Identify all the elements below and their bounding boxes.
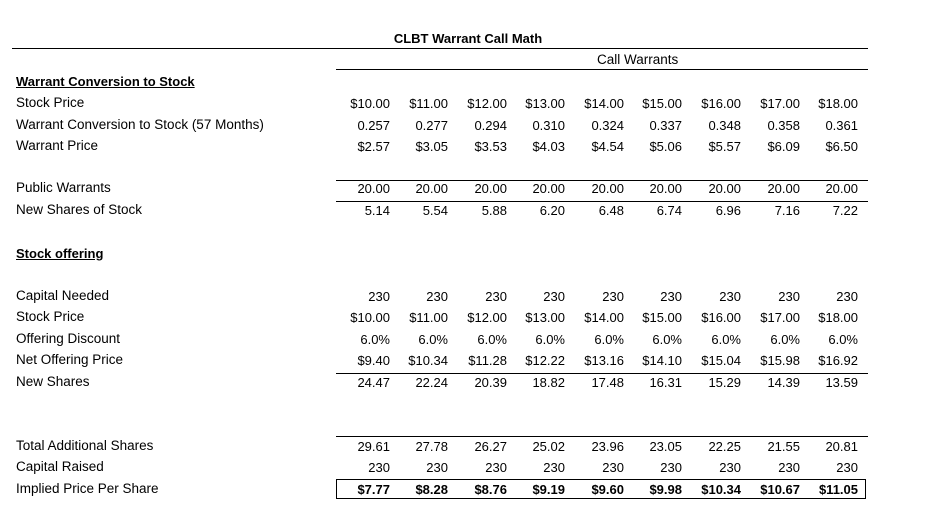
row-label-offering-discount: Offering Discount: [16, 331, 121, 346]
cell-stock-price-2-5: $14.00: [584, 309, 624, 325]
cell-stock-price-1-3: $12.00: [467, 95, 507, 111]
cell-capital-raised-3: 230: [485, 459, 507, 475]
row-label-warrant-price: Warrant Price: [16, 138, 99, 153]
cell-capital-raised-1: 230: [368, 459, 390, 475]
cell-stock-price-1-7: $16.00: [701, 95, 741, 111]
cell-offering-discount-2: 6.0%: [418, 331, 448, 347]
cell-public-warrants-5: 20.00: [591, 180, 624, 196]
cell-capital-needed-9: 230: [836, 288, 858, 304]
cell-new-shares-of-stock-9: 7.22: [832, 202, 858, 218]
cell-public-warrants-2: 20.00: [415, 180, 448, 196]
row-label-implied-price-per-share: Implied Price Per Share: [16, 481, 159, 496]
cell-net-offering-price-2: $10.34: [408, 352, 448, 368]
cell-new-shares-of-stock-8: 7.16: [774, 202, 800, 218]
cell-capital-needed-5: 230: [602, 288, 624, 304]
cell-stock-price-2-1: $10.00: [350, 309, 390, 325]
cell-stock-price-1-9: $18.00: [818, 95, 858, 111]
cell-warrant-price-1: $2.57: [357, 138, 390, 154]
cell-offering-discount-1: 6.0%: [360, 331, 390, 347]
cell-stock-price-2-7: $16.00: [701, 309, 741, 325]
divider-new-shares-of-stock: [336, 201, 868, 202]
cell-new-shares-7: 15.29: [708, 374, 741, 390]
cell-net-offering-price-5: $13.16: [584, 352, 624, 368]
cell-stock-price-1-1: $10.00: [350, 95, 390, 111]
cell-stock-price-1-4: $13.00: [525, 95, 565, 111]
cell-offering-discount-9: 6.0%: [828, 331, 858, 347]
cell-new-shares-of-stock-3: 5.88: [481, 202, 507, 218]
row-label-new-shares: New Shares: [16, 374, 90, 389]
cell-implied-price-per-share-8: $10.67: [760, 481, 800, 497]
cell-capital-needed-1: 230: [368, 288, 390, 304]
cell-warrant-price-6: $5.06: [649, 138, 682, 154]
cell-capital-raised-2: 230: [426, 459, 448, 475]
cell-total-additional-shares-6: 23.05: [649, 438, 682, 454]
cell-implied-price-per-share-7: $10.34: [701, 481, 741, 497]
cell-net-offering-price-8: $15.98: [760, 352, 800, 368]
cell-net-offering-price-9: $16.92: [818, 352, 858, 368]
cell-total-additional-shares-4: 25.02: [532, 438, 565, 454]
cell-stock-price-2-2: $11.00: [409, 309, 448, 325]
cell-public-warrants-8: 20.00: [767, 180, 800, 196]
cell-offering-discount-4: 6.0%: [535, 331, 565, 347]
row-label-stock-price-1: Stock Price: [16, 95, 85, 110]
cell-new-shares-8: 14.39: [767, 374, 800, 390]
cell-capital-needed-7: 230: [719, 288, 741, 304]
cell-implied-price-per-share-6: $9.98: [649, 481, 682, 497]
table-title: CLBT Warrant Call Math: [393, 31, 543, 46]
cell-offering-discount-5: 6.0%: [594, 331, 624, 347]
cell-implied-price-per-share-9: $11.05: [818, 481, 858, 497]
cell-capital-raised-7: 230: [719, 459, 741, 475]
cell-warrant-conversion-6: 0.337: [649, 117, 682, 133]
cell-new-shares-of-stock-5: 6.48: [598, 202, 624, 218]
cell-offering-discount-6: 6.0%: [652, 331, 682, 347]
cell-total-additional-shares-1: 29.61: [357, 438, 390, 454]
cell-net-offering-price-7: $15.04: [701, 352, 741, 368]
cell-warrant-price-7: $5.57: [708, 138, 741, 154]
cell-warrant-price-8: $6.09: [767, 138, 800, 154]
cell-new-shares-6: 16.31: [649, 374, 682, 390]
cell-warrant-conversion-5: 0.324: [591, 117, 624, 133]
cell-warrant-conversion-7: 0.348: [708, 117, 741, 133]
cell-total-additional-shares-3: 26.27: [474, 438, 507, 454]
cell-warrant-price-3: $3.53: [474, 138, 507, 154]
cell-stock-price-1-6: $15.00: [642, 95, 682, 111]
cell-public-warrants-7: 20.00: [708, 180, 741, 196]
cell-warrant-price-2: $3.05: [415, 138, 448, 154]
implied-price-box: [336, 479, 866, 499]
cell-stock-price-2-3: $12.00: [467, 309, 507, 325]
cell-warrant-price-4: $4.03: [532, 138, 565, 154]
row-label-capital-needed: Capital Needed: [16, 288, 110, 303]
cell-stock-price-2-8: $17.00: [760, 309, 800, 325]
cell-implied-price-per-share-2: $8.28: [415, 481, 448, 497]
cell-implied-price-per-share-1: $7.77: [357, 481, 390, 497]
divider-public-warrants: [336, 180, 868, 181]
cell-new-shares-1: 24.47: [357, 374, 390, 390]
cell-total-additional-shares-9: 20.81: [825, 438, 858, 454]
cell-stock-price-2-6: $15.00: [642, 309, 682, 325]
cell-stock-price-2-9: $18.00: [818, 309, 858, 325]
row-label-warrant-conversion: Warrant Conversion to Stock (57 Months): [16, 117, 264, 132]
cell-capital-needed-2: 230: [426, 288, 448, 304]
cell-capital-needed-8: 230: [778, 288, 800, 304]
cell-warrant-conversion-3: 0.294: [474, 117, 507, 133]
cell-implied-price-per-share-3: $8.76: [474, 481, 507, 497]
header-underline: [336, 69, 868, 70]
cell-net-offering-price-6: $14.10: [642, 352, 682, 368]
cell-public-warrants-1: 20.00: [357, 180, 390, 196]
cell-warrant-conversion-1: 0.257: [357, 117, 390, 133]
cell-capital-needed-6: 230: [660, 288, 682, 304]
cell-capital-raised-4: 230: [543, 459, 565, 475]
cell-public-warrants-6: 20.00: [649, 180, 682, 196]
cell-warrant-conversion-2: 0.277: [415, 117, 448, 133]
cell-new-shares-of-stock-6: 6.74: [656, 202, 682, 218]
cell-total-additional-shares-7: 22.25: [708, 438, 741, 454]
cell-implied-price-per-share-4: $9.19: [532, 481, 565, 497]
section-stock-offering: Stock offering: [16, 246, 104, 261]
cell-new-shares-of-stock-4: 6.20: [539, 202, 565, 218]
cell-capital-needed-3: 230: [485, 288, 507, 304]
cell-warrant-conversion-4: 0.310: [532, 117, 565, 133]
cell-new-shares-of-stock-2: 5.54: [422, 202, 448, 218]
cell-net-offering-price-4: $12.22: [525, 352, 565, 368]
section-warrant-conversion: Warrant Conversion to Stock: [16, 74, 195, 89]
divider-totals: [336, 436, 868, 437]
cell-public-warrants-9: 20.00: [825, 180, 858, 196]
cell-stock-price-1-8: $17.00: [760, 95, 800, 111]
cell-capital-raised-8: 230: [778, 459, 800, 475]
cell-warrant-price-9: $6.50: [825, 138, 858, 154]
cell-stock-price-1-5: $14.00: [584, 95, 624, 111]
cell-new-shares-of-stock-7: 6.96: [715, 202, 741, 218]
cell-warrant-price-5: $4.54: [591, 138, 624, 154]
row-label-net-offering-price: Net Offering Price: [16, 352, 124, 367]
cell-capital-raised-6: 230: [660, 459, 682, 475]
cell-new-shares-2: 22.24: [415, 374, 448, 390]
cell-offering-discount-3: 6.0%: [477, 331, 507, 347]
cell-new-shares-5: 17.48: [591, 374, 624, 390]
row-label-new-shares-of-stock: New Shares of Stock: [16, 202, 143, 217]
cell-stock-price-1-2: $11.00: [409, 95, 448, 111]
cell-offering-discount-8: 6.0%: [770, 331, 800, 347]
cell-new-shares-9: 13.59: [825, 374, 858, 390]
cell-implied-price-per-share-5: $9.60: [591, 481, 624, 497]
cell-capital-needed-4: 230: [543, 288, 565, 304]
cell-total-additional-shares-5: 23.96: [591, 438, 624, 454]
cell-offering-discount-7: 6.0%: [711, 331, 741, 347]
row-label-stock-price-2: Stock Price: [16, 309, 85, 324]
cell-net-offering-price-3: $11.28: [468, 352, 507, 368]
cell-warrant-conversion-8: 0.358: [767, 117, 800, 133]
row-label-capital-raised: Capital Raised: [16, 459, 104, 474]
title-divider: [12, 48, 868, 49]
call-warrants-header: Call Warrants: [597, 52, 679, 67]
cell-public-warrants-4: 20.00: [532, 180, 565, 196]
cell-total-additional-shares-2: 27.78: [415, 438, 448, 454]
row-label-total-additional-shares: Total Additional Shares: [16, 438, 154, 453]
row-label-public-warrants: Public Warrants: [16, 180, 111, 195]
cell-stock-price-2-4: $13.00: [525, 309, 565, 325]
cell-public-warrants-3: 20.00: [474, 180, 507, 196]
cell-net-offering-price-1: $9.40: [357, 352, 390, 368]
cell-capital-raised-5: 230: [602, 459, 624, 475]
cell-warrant-conversion-9: 0.361: [825, 117, 858, 133]
cell-capital-raised-9: 230: [836, 459, 858, 475]
cell-total-additional-shares-8: 21.55: [767, 438, 800, 454]
cell-new-shares-of-stock-1: 5.14: [364, 202, 390, 218]
divider-new-shares: [336, 373, 868, 374]
cell-new-shares-4: 18.82: [532, 374, 565, 390]
cell-new-shares-3: 20.39: [474, 374, 507, 390]
